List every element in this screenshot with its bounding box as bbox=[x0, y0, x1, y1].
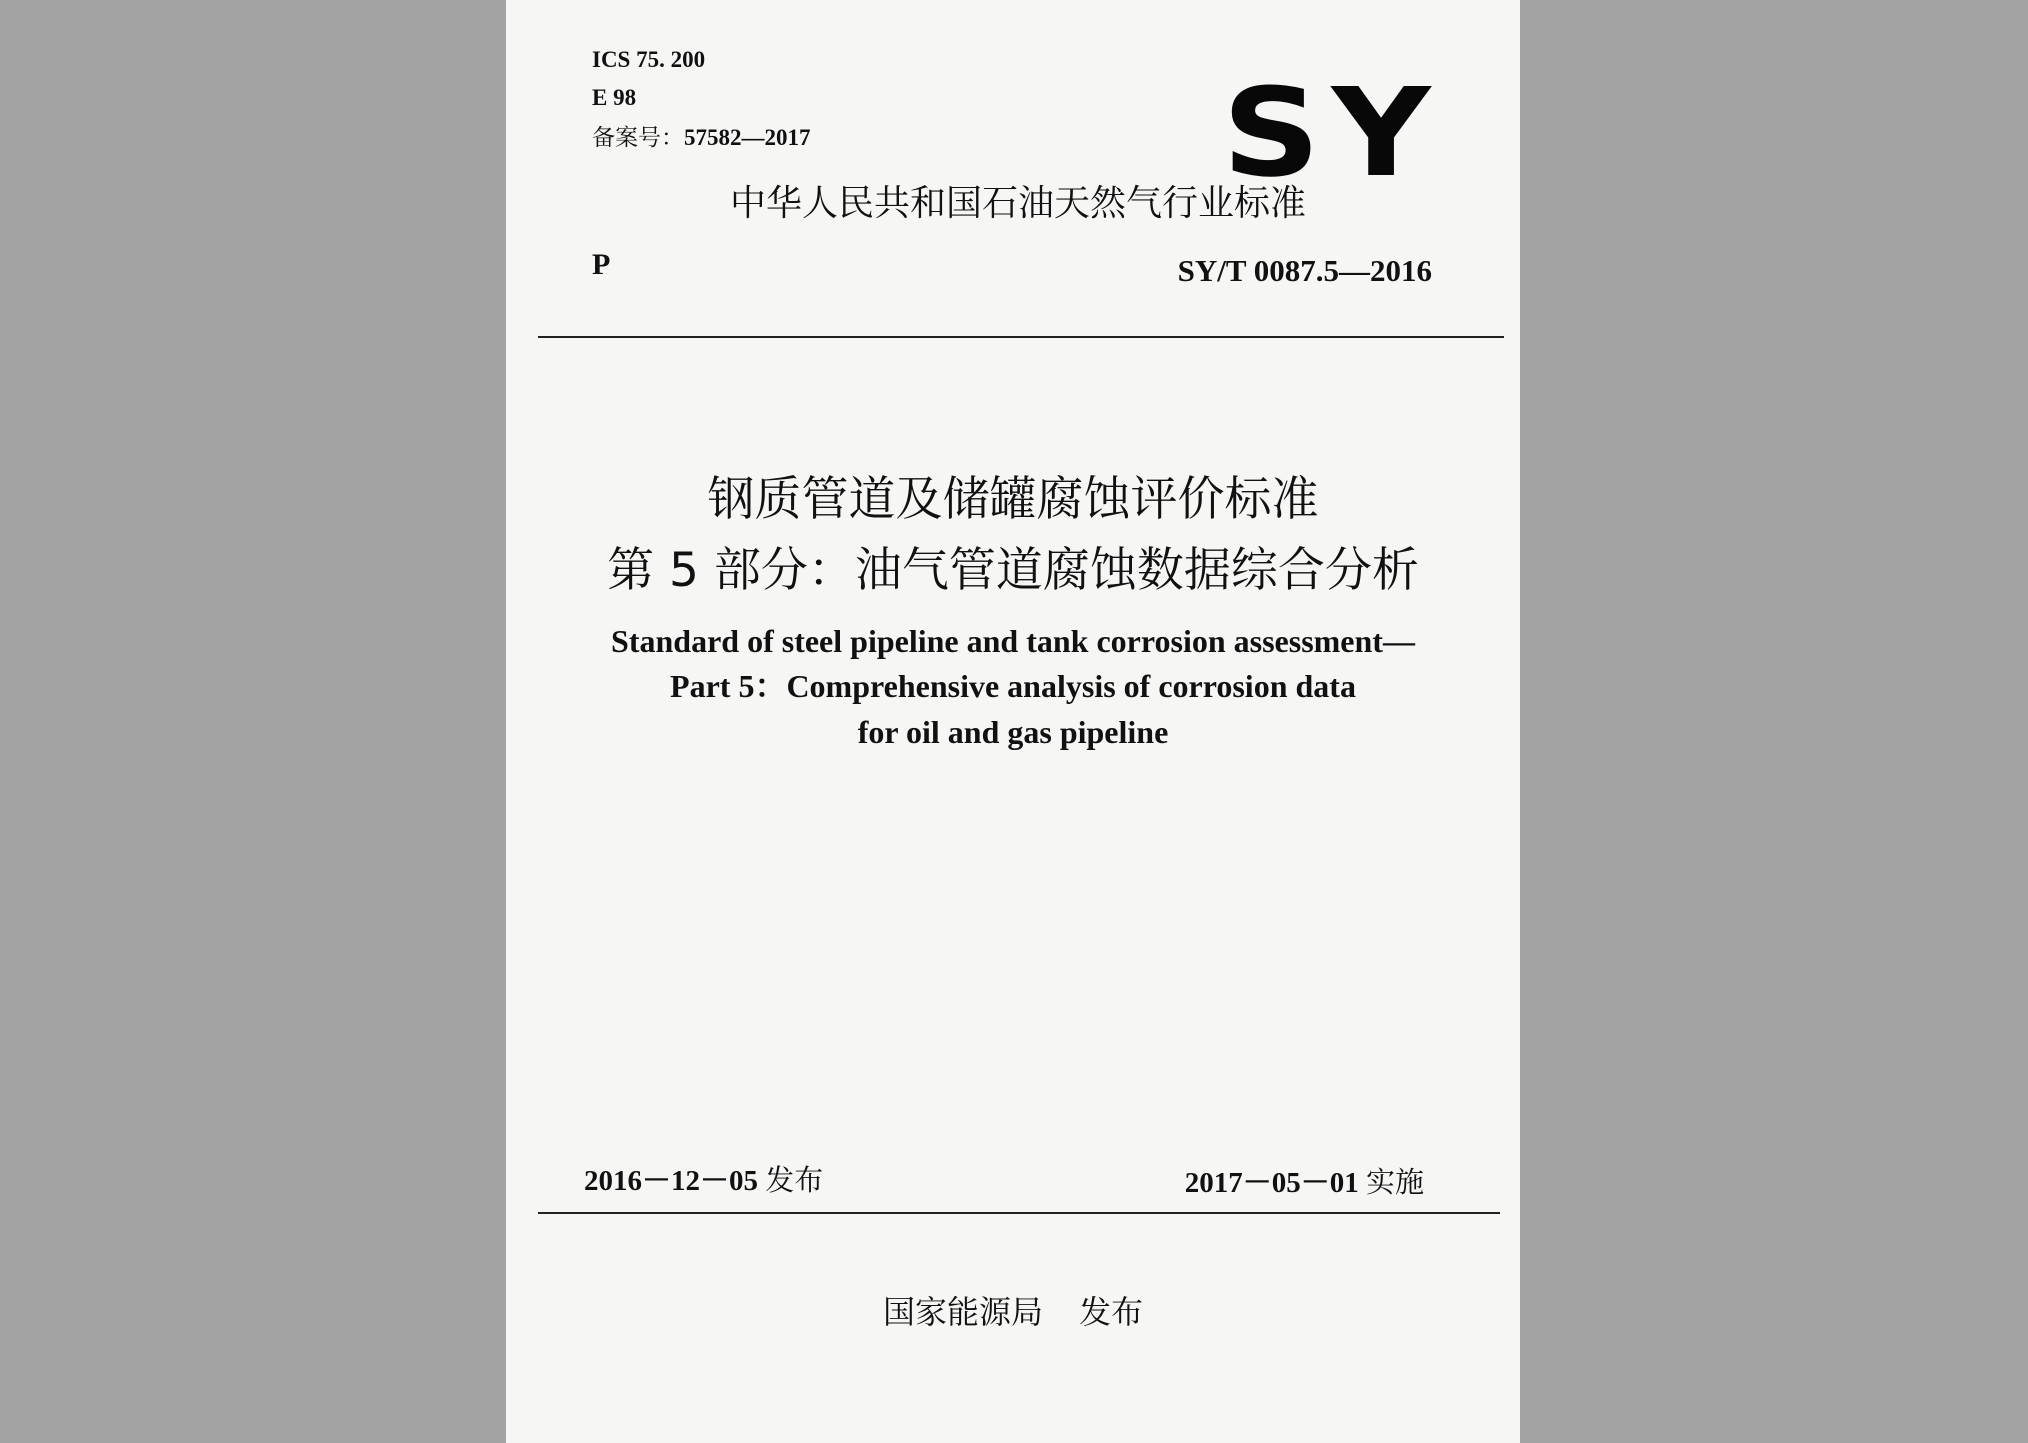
publish-label: 发布 bbox=[1079, 1293, 1144, 1331]
standard-number: SY/T 0087.5—2016 bbox=[1177, 253, 1432, 288]
implement-label: 实施 bbox=[1365, 1165, 1424, 1199]
record-label: 备案号 bbox=[592, 125, 661, 151]
record-number-line bbox=[592, 126, 811, 150]
category-code: P bbox=[592, 248, 611, 281]
issue-label: 发布 bbox=[765, 1163, 824, 1197]
ccs-code: E 98 bbox=[592, 85, 637, 110]
footer-divider bbox=[538, 1212, 1500, 1214]
issue-date-line bbox=[584, 1163, 824, 1197]
zh-title-line-1: 钢质管道及储罐腐蚀评价标准 bbox=[707, 472, 1319, 527]
zh-title-line-2: 第 5 部分：油气管道腐蚀数据综合分析 bbox=[607, 543, 1419, 598]
implement-date: 2017－05－01 bbox=[1184, 1167, 1359, 1199]
document-page bbox=[506, 0, 1520, 1443]
ics-code: ICS 75. 200 bbox=[592, 47, 706, 72]
record-number: 57582—2017 bbox=[684, 125, 811, 150]
publisher-name: 国家能源局 bbox=[882, 1293, 1043, 1331]
en-title-line-1: Standard of steel pipeline and tank corrosion assessment— bbox=[611, 623, 1415, 659]
record-separator: ： bbox=[661, 125, 684, 151]
en-title-line-2: Part 5：Comprehensive analysis of corrosion data bbox=[670, 668, 1356, 704]
issuing-standard-type: 中华人民共和国石油天然气行业标准 bbox=[730, 183, 1307, 224]
sy-logo: SY bbox=[1222, 62, 1442, 204]
publisher-line bbox=[506, 1293, 1520, 1331]
implement-date-line bbox=[1184, 1165, 1424, 1199]
header-divider bbox=[538, 336, 1504, 338]
issue-date: 2016－12－05 bbox=[584, 1165, 759, 1197]
en-title-line-3: for oil and gas pipeline bbox=[857, 714, 1169, 750]
